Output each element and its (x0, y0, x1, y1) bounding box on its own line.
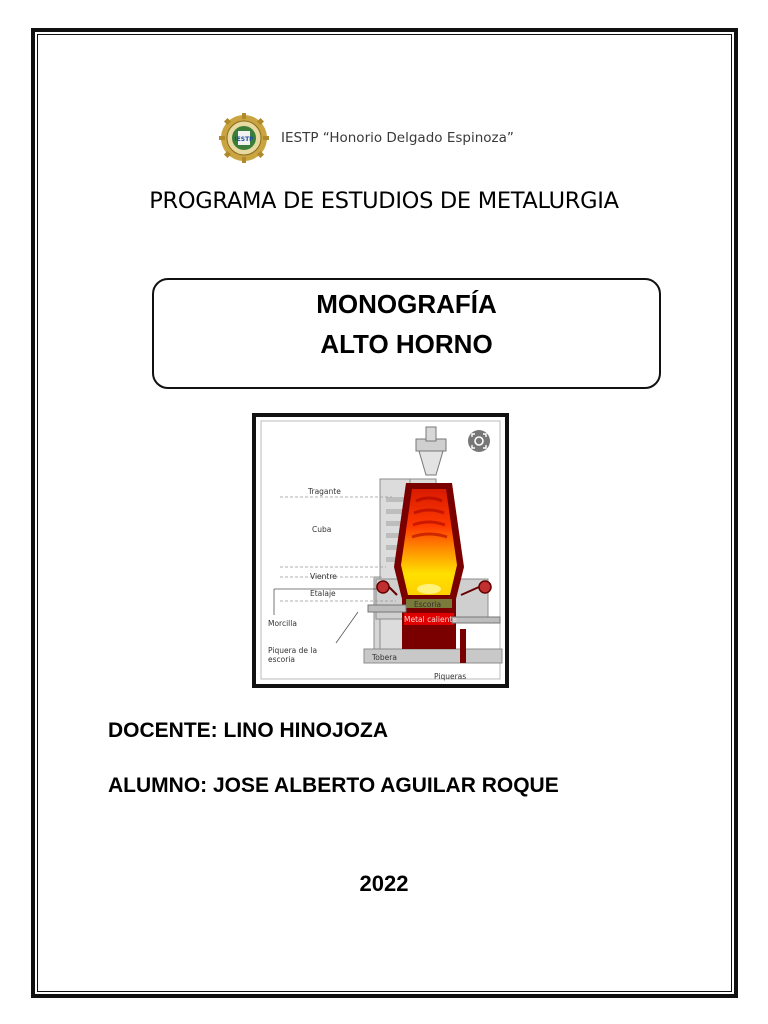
institution-header (219, 113, 514, 163)
label-piqueras: Piqueras (434, 672, 467, 681)
label-cuba: Cuba (312, 525, 332, 534)
title-line-1: MONOGRAFÍA (316, 289, 497, 319)
label-tobera: Tobera (372, 653, 397, 662)
title-box (152, 278, 661, 389)
program-title: PROGRAMA DE ESTUDIOS DE METALURGIA (149, 188, 619, 214)
label-metal: Metal caliente (404, 615, 457, 624)
label-piquera-escoria-1: Piquera de la (268, 646, 318, 655)
blast-furnace-diagram (252, 413, 509, 688)
label-escoria: Escoria (414, 600, 442, 609)
label-tragante: Tragante (308, 487, 341, 496)
year: 2022 (359, 871, 409, 896)
gear-seal-icon (219, 113, 269, 163)
title-line-2: ALTO HORNO (320, 329, 493, 359)
student-line: ALUMNO: JOSE ALBERTO AGUILAR ROQUE (108, 774, 559, 797)
lens-icon (468, 430, 490, 452)
svg-text:IESTP: IESTP (234, 136, 254, 143)
label-etalaje: Etalaje (310, 589, 336, 598)
label-piquera-escoria-2: escoria (268, 655, 295, 664)
label-vientre: Vientre (310, 572, 337, 581)
teacher-line: DOCENTE: LINO HINOJOZA (108, 719, 389, 742)
label-morcilla: Morcilla (268, 619, 297, 628)
institution-name: IESTP “Honorio Delgado Espinoza” (281, 130, 514, 146)
